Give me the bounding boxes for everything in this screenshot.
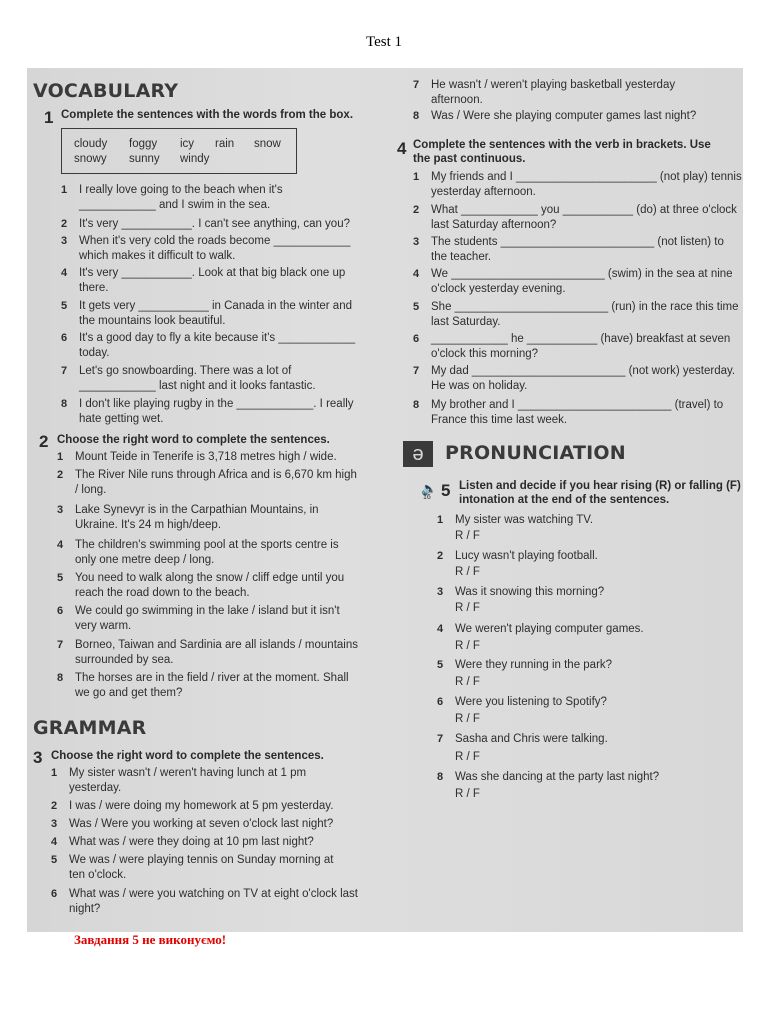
list-item: 1 I really love going to the beach when it's ____________ and I swim in the sea.: [61, 184, 283, 211]
exercise-4-number: 4: [397, 139, 407, 158]
exercise-3-instruction: Choose the right word to complete the sentences.: [51, 750, 324, 762]
word-box-item: rain: [215, 138, 235, 150]
word-box-item: foggy: [129, 138, 158, 150]
exercise-1-number: 1: [44, 108, 54, 127]
grammar-heading: GRAMMAR: [33, 717, 147, 739]
exercise-3-number: 3: [33, 748, 43, 767]
audio-track-number: 16: [423, 494, 431, 501]
answer-choice: R / F: [455, 566, 480, 578]
word-box: [61, 128, 297, 174]
answer-choice: R / F: [455, 602, 480, 614]
word-box-item: sunny: [129, 153, 160, 165]
answer-choice: R / F: [455, 713, 480, 725]
answer-choice: R / F: [455, 676, 480, 688]
audio-speaker-icon[interactable]: 🔈: [421, 481, 438, 496]
word-box-item: icy: [180, 138, 195, 150]
exercise-4-instruction: Complete the sentences with the verb in brackets. Use the past continuous.: [413, 139, 711, 165]
exercise-5-number: 5: [441, 481, 451, 500]
exercise-1-instruction: Complete the sentences with the words from the box.: [61, 109, 354, 121]
exercise-2-number: 2: [39, 432, 49, 451]
worksheet-scan: VOCABULARY 1 Complete the sentences with the words from the box. cloudy foggy icy rain snow snowy sunny windy 1 I really love going to the beach when it's ____________ and I swim in the sea. 2 It's very ___________. I can't see anything, can you? 3 When it's very cold the roads become ____________ which makes it difficult to walk. 4 It's very ___________. Look at that big black one up there. 5 It gets very ___________ in Canada in the winter and the mountains look beautiful. 6 It's a good day to fly a kite because it's ____________ today. 7 Let's go snowboarding. There was a lot of ____________ last night and it looks fantastic. 8 I don't like playing rugby in the ____________. I really hate getting wet. 2 Choose the right word to complete the sentences. 1 Mount Teide in Tenerife is 3,718 metres high / wide. 2 The River Nile runs through Africa and is 6,670 km high / long. 3 Lake Synevyr is in the Carpathian Mountains, in Ukraine. It's 24 m high/deep. 4 The children's swimming pool at the sports centre is only one metre deep / long. 5 You need to walk along the snow / cliff edge until you reach the road down to the beach. 6 We could go swimming in the lake / island but it isn't very warm. 7 Borneo, Taiwan and Sardinia are all islands / mountains surrounded by sea. 8 The horses are in the field / river at the moment. Shall we go and get them? GRAMMAR 3 Choose the right word to complete the sentences. 1 My sister wasn't / weren't having lunch at 1 pm yesterday. 2 I was / were doing my homework at 5 pm yesterday. 3 Was / Were you working at seven o'clock last night? 4 What was / were they doing at 10 pm last night? 5 We was / were playing tennis on Sunday morning at ten o'clock. 6 What was / were you watching on TV at eight o'clock last night? 7 He wasn't / weren't playing basketball yesterday afternoon. 8 Was / Were she playing computer games last night? 4 Complete the sentences with the verb in brackets. Use the past continuous. 1 My friends and I ______________________ (not play) tennis yesterday afternoon. 2 What ____________ you ___________ (do) at three o'clock last Saturday afternoon? 3 The students ________________________ (not listen) to the teacher. 4 We ________________________ (swim) in the sea at nine o'clock yesterday evening. 5 She ________________________ (run) in the race this time last Saturday. 6 ____________ he ___________ (have) breakfast at seven o'clock this morning? 7 My dad ________________________ (not work) yesterday. He was on holiday. 8 My brother and I ________________________ (travel) to France this time last week. ə PRONUNCIATION 🔈 16 5 Listen and decide if you hear rising (R) or falling (F) intonation at the end of the sentences. 1 My sister was watching TV. R / F 2 Lucy wasn't playing football. R / F 3 Was it snowing this morning? R / F 4 We weren't playing computer games. R / F 5 Were they running in the park? R / F 6 Were you listening to Spotify? R / F 7 Sasha and Chris were talking. R / F 8 Was she dancing at the party last night? R / F: [27, 68, 743, 932]
vocabulary-heading: VOCABULARY: [33, 80, 179, 102]
exercise-2-instruction: Choose the right word to complete the sentences.: [57, 434, 330, 446]
footer-note: Завдання 5 не виконуємо!: [74, 932, 227, 947]
schwa-icon: ə: [403, 441, 433, 467]
answer-choice: R / F: [455, 640, 480, 652]
word-box-item: snow: [254, 138, 281, 150]
answer-choice: R / F: [455, 751, 480, 763]
exercise-5-instruction: Listen and decide if you hear rising (R) or falling (F) intonation at the end of the sentences.: [459, 480, 741, 506]
word-box-item: windy: [180, 153, 210, 165]
word-box-item: snowy: [74, 153, 107, 165]
answer-choice: R / F: [455, 530, 480, 542]
word-box-item: cloudy: [74, 138, 108, 150]
pronunciation-heading: PRONUNCIATION: [445, 442, 626, 464]
answer-choice: R / F: [455, 788, 480, 800]
page-title: Test 1: [365, 34, 403, 50]
